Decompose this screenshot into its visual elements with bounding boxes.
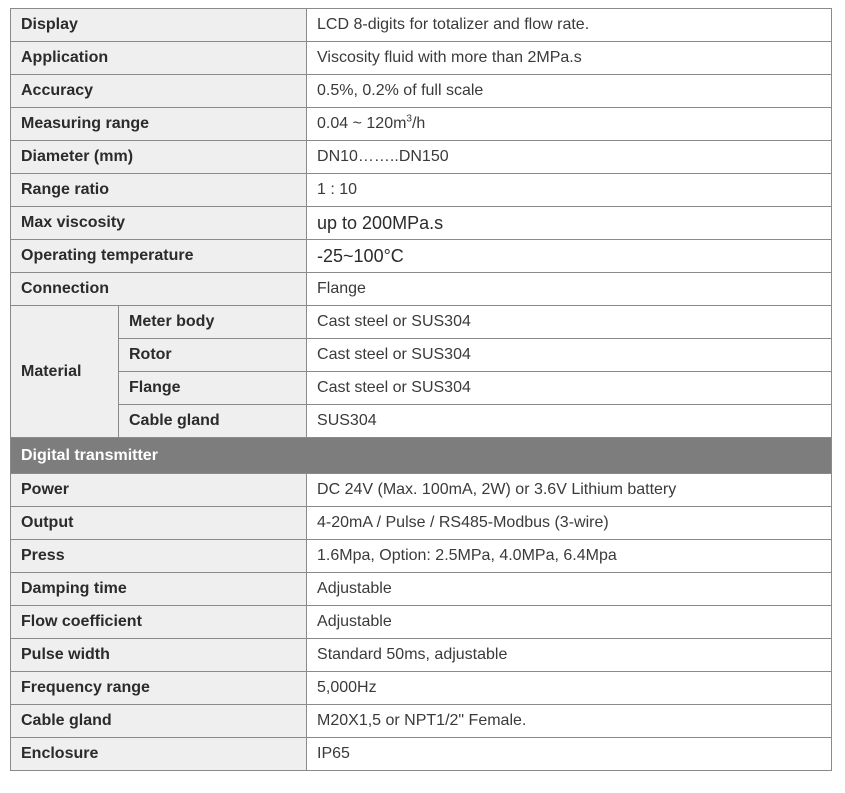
spec-row-diameter [11, 141, 832, 174]
measuring-range-superscript: 3 [406, 113, 412, 125]
spec-row-measuring-range [11, 108, 832, 141]
spec-row-flow-coefficient [11, 606, 832, 639]
spec-value: 5,000Hz [307, 672, 832, 705]
spec-value: Cast steel or SUS304 [307, 339, 832, 372]
spec-label: Pulse width [11, 639, 307, 672]
spec-value: Cast steel or SUS304 [307, 306, 832, 339]
spec-label: Flow coefficient [11, 606, 307, 639]
spec-value: LCD 8-digits for totalizer and flow rate. [307, 9, 832, 42]
spec-value: Standard 50ms, adjustable [307, 639, 832, 672]
spec-label: Press [11, 540, 307, 573]
spec-label: Accuracy [11, 75, 307, 108]
spec-value: 1 : 10 [307, 174, 832, 207]
spec-label: Frequency range [11, 672, 307, 705]
spec-row-operating-temperature [11, 240, 832, 273]
spec-row-frequency-range [11, 672, 832, 705]
spec-value: M20X1,5 or NPT1/2" Female. [307, 705, 832, 738]
spec-sublabel: Cable gland [119, 405, 307, 438]
spec-row-application [11, 42, 832, 75]
spec-value [307, 108, 832, 141]
spec-value: DN10……..DN150 [307, 141, 832, 174]
spec-row-material-cable-gland [11, 405, 832, 438]
spec-label: Connection [11, 273, 307, 306]
spec-row-pulse-width [11, 639, 832, 672]
spec-value: Adjustable [307, 573, 832, 606]
spec-value: SUS304 [307, 405, 832, 438]
spec-row-output [11, 507, 832, 540]
spec-row-material-rotor [11, 339, 832, 372]
spec-row-enclosure [11, 738, 832, 771]
spec-row-material-meter-body [11, 306, 832, 339]
spec-value: IP65 [307, 738, 832, 771]
spec-label: Range ratio [11, 174, 307, 207]
material-group-label: Material [11, 306, 119, 438]
spec-row-range-ratio [11, 174, 832, 207]
spec-row-connection [11, 273, 832, 306]
spec-value: 1.6Mpa, Option: 2.5MPa, 4.0MPa, 6.4Mpa [307, 540, 832, 573]
spec-row-press [11, 540, 832, 573]
spec-label: Display [11, 9, 307, 42]
spec-label: Application [11, 42, 307, 75]
spec-label: Output [11, 507, 307, 540]
spec-label: Cable gland [11, 705, 307, 738]
spec-label: Max viscosity [11, 207, 307, 240]
measuring-range-unit: /h [411, 115, 426, 132]
spec-label: Power [11, 474, 307, 507]
measuring-range-base: 0.04 ~ 120m [317, 115, 407, 132]
spec-row-cable-gland [11, 705, 832, 738]
section-header-digital-transmitter: Digital transmitter [11, 438, 832, 474]
spec-row-accuracy [11, 75, 832, 108]
spec-row-damping-time [11, 573, 832, 606]
spec-value: Cast steel or SUS304 [307, 372, 832, 405]
spec-value: up to 200MPa.s [307, 207, 832, 240]
spec-value: 4-20mA / Pulse / RS485-Modbus (3-wire) [307, 507, 832, 540]
spec-label: Measuring range [11, 108, 307, 141]
spec-value: Viscosity fluid with more than 2MPa.s [307, 42, 832, 75]
spec-row-power [11, 474, 832, 507]
spec-value: 0.5%, 0.2% of full scale [307, 75, 832, 108]
spec-label: Damping time [11, 573, 307, 606]
spec-label: Operating temperature [11, 240, 307, 273]
specification-table [10, 8, 832, 771]
spec-value: Adjustable [307, 606, 832, 639]
spec-sublabel: Flange [119, 372, 307, 405]
spec-row-max-viscosity [11, 207, 832, 240]
section-header-row [11, 438, 832, 474]
spec-sublabel: Rotor [119, 339, 307, 372]
spec-row-material-flange [11, 372, 832, 405]
spec-sublabel: Meter body [119, 306, 307, 339]
spec-value: DC 24V (Max. 100mA, 2W) or 3.6V Lithium battery [307, 474, 832, 507]
spec-value: -25~100°C [307, 240, 832, 273]
spec-row-display [11, 9, 832, 42]
spec-label: Diameter (mm) [11, 141, 307, 174]
spec-label: Enclosure [11, 738, 307, 771]
spec-value: Flange [307, 273, 832, 306]
